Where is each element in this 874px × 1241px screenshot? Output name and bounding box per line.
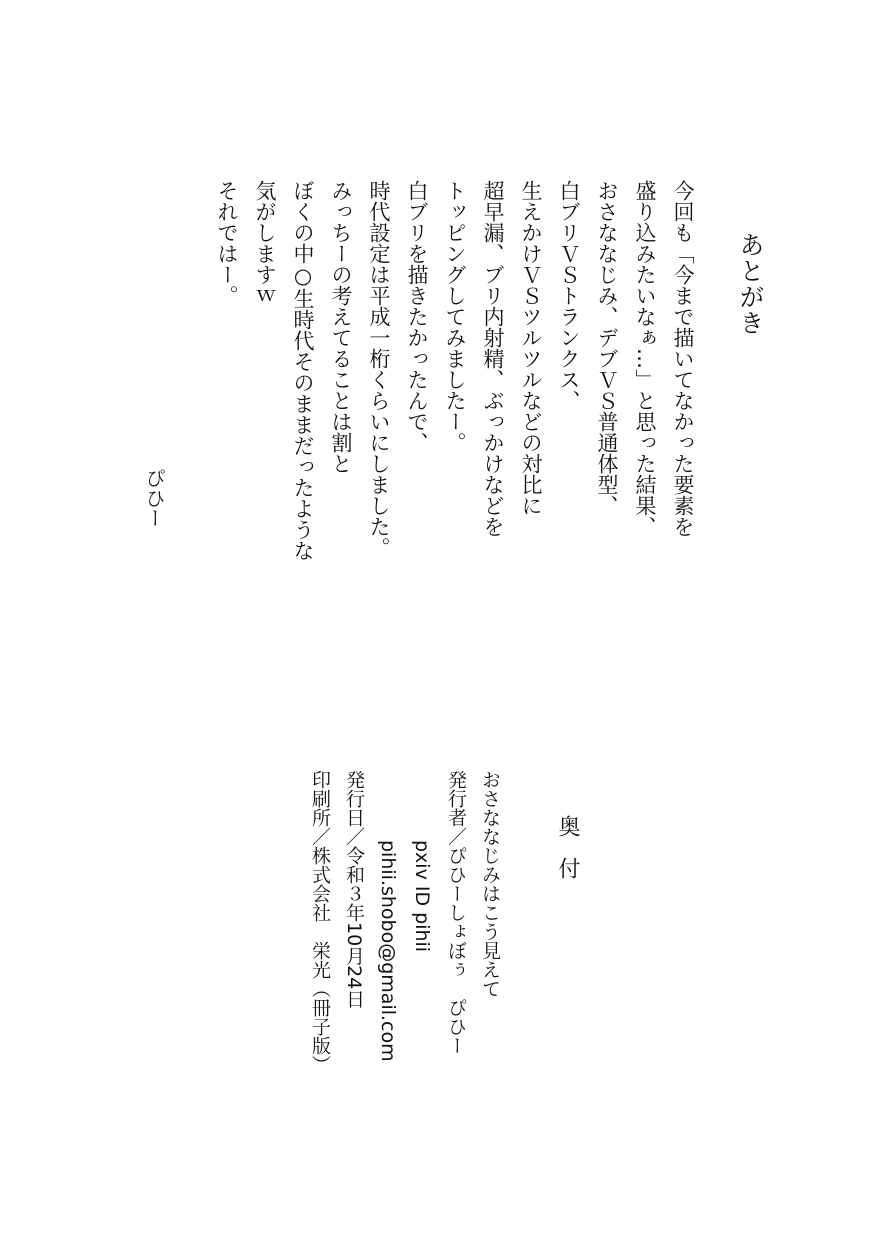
colophon-email: pihii.shobo@gmail.com [377, 840, 399, 1062]
afterword-line: おさななじみ、デブＶＳ普通体型、 [595, 180, 619, 516]
colophon-pixiv-id: pxiv ID pihii [411, 840, 433, 953]
afterword-line: 時代設定は平成一桁くらいにしました。 [367, 180, 391, 558]
colophon-body [303, 770, 507, 1100]
afterword-line: 超早漏、ブリ内射精、ぶっかけなどを [481, 180, 505, 537]
afterword-body [208, 180, 702, 600]
afterword-line: トッピングしてみましたー。 [443, 180, 467, 453]
afterword-line: 生えかけＶＳツルツルなどの対比に [519, 180, 543, 516]
afterword-line: 盛り込みたいなぁ…」と思った結果、 [633, 180, 657, 537]
colophon-issue-date: 発行日／令和３年10月24日 [343, 770, 365, 1009]
afterword-title: あとがき [736, 232, 765, 336]
colophon-publisher: 発行者／ぴひーしょぼぅ ぴひー [445, 770, 467, 1055]
author-signature: ぴひー [142, 468, 166, 528]
afterword-line: ぼくの中○生時代そのままだったような [291, 180, 315, 561]
colophon-book-title: おさななじみはこう見えて [479, 770, 501, 998]
afterword-line: みっちーの考えてることは割と [329, 180, 353, 474]
afterword-line: それではー。 [215, 180, 239, 306]
colophon-title: 奥付 [555, 815, 580, 899]
afterword-line: 今回も「今まで描いてなかった要素を [671, 180, 695, 537]
afterword-line: 白ブリを描きたかったんで、 [405, 180, 429, 453]
afterword-line: 気がしますｗ [253, 180, 277, 306]
colophon-printer: 印刷所／株式会社 栄光（冊子版） [309, 770, 331, 1074]
afterword-line: 白ブリＶＳトランクス、 [557, 180, 581, 411]
